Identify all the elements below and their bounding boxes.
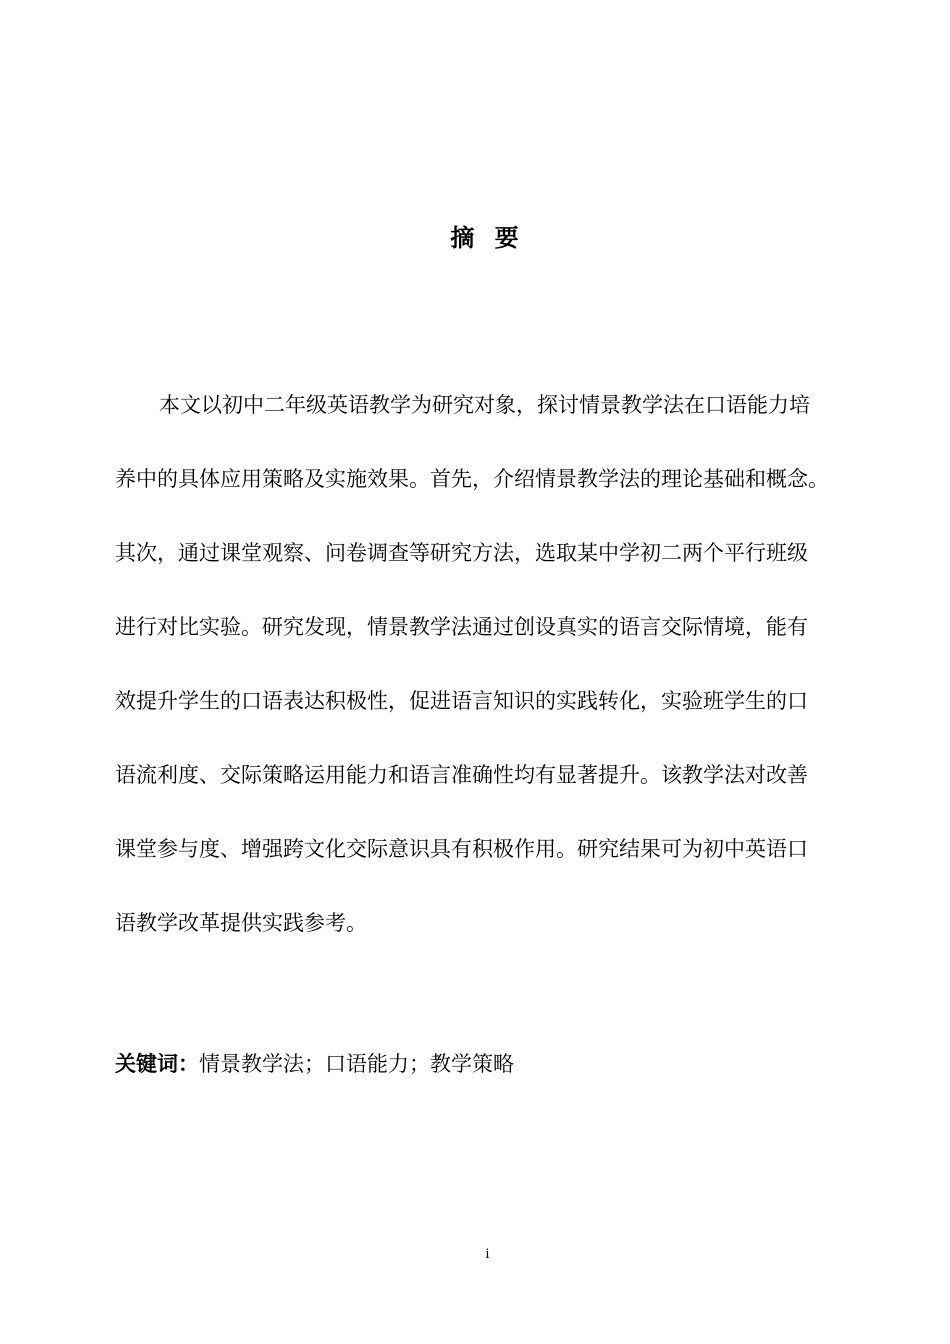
keywords-section: [115, 1046, 514, 1082]
page-number: i: [485, 1246, 490, 1262]
abstract-line: 其次，通过课堂观察、问卷调查等研究方法，选取某中学初二两个平行班级: [115, 541, 808, 565]
page-title: 摘 要: [450, 224, 525, 252]
abstract-line: 课堂参与度、增强跨文化交际意识具有积极作用。研究结果可为初中英语口: [115, 837, 808, 861]
keywords-label: 关键词：: [115, 1052, 199, 1076]
abstract-line: 本文以初中二年级英语教学为研究对象，探讨情景教学法在口语能力培: [159, 393, 810, 417]
abstract-line: 进行对比实验。研究发现，情景教学法通过创设真实的语言交际情境，能有: [115, 615, 808, 639]
abstract-line: 效提升学生的口语表达积极性，促进语言知识的实践转化，实验班学生的口: [115, 689, 808, 713]
abstract-body: [115, 380, 860, 972]
keywords-value: 情景教学法；口语能力；教学策略: [199, 1052, 514, 1076]
abstract-line: 语流利度、交际策略运用能力和语言准确性均有显著提升。该教学法对改善: [115, 763, 808, 787]
abstract-line: 养中的具体应用策略及实施效果。首先，介绍情景教学法的理论基础和概念。: [115, 467, 829, 491]
abstract-line: 语教学改革提供实践参考。: [115, 911, 367, 935]
